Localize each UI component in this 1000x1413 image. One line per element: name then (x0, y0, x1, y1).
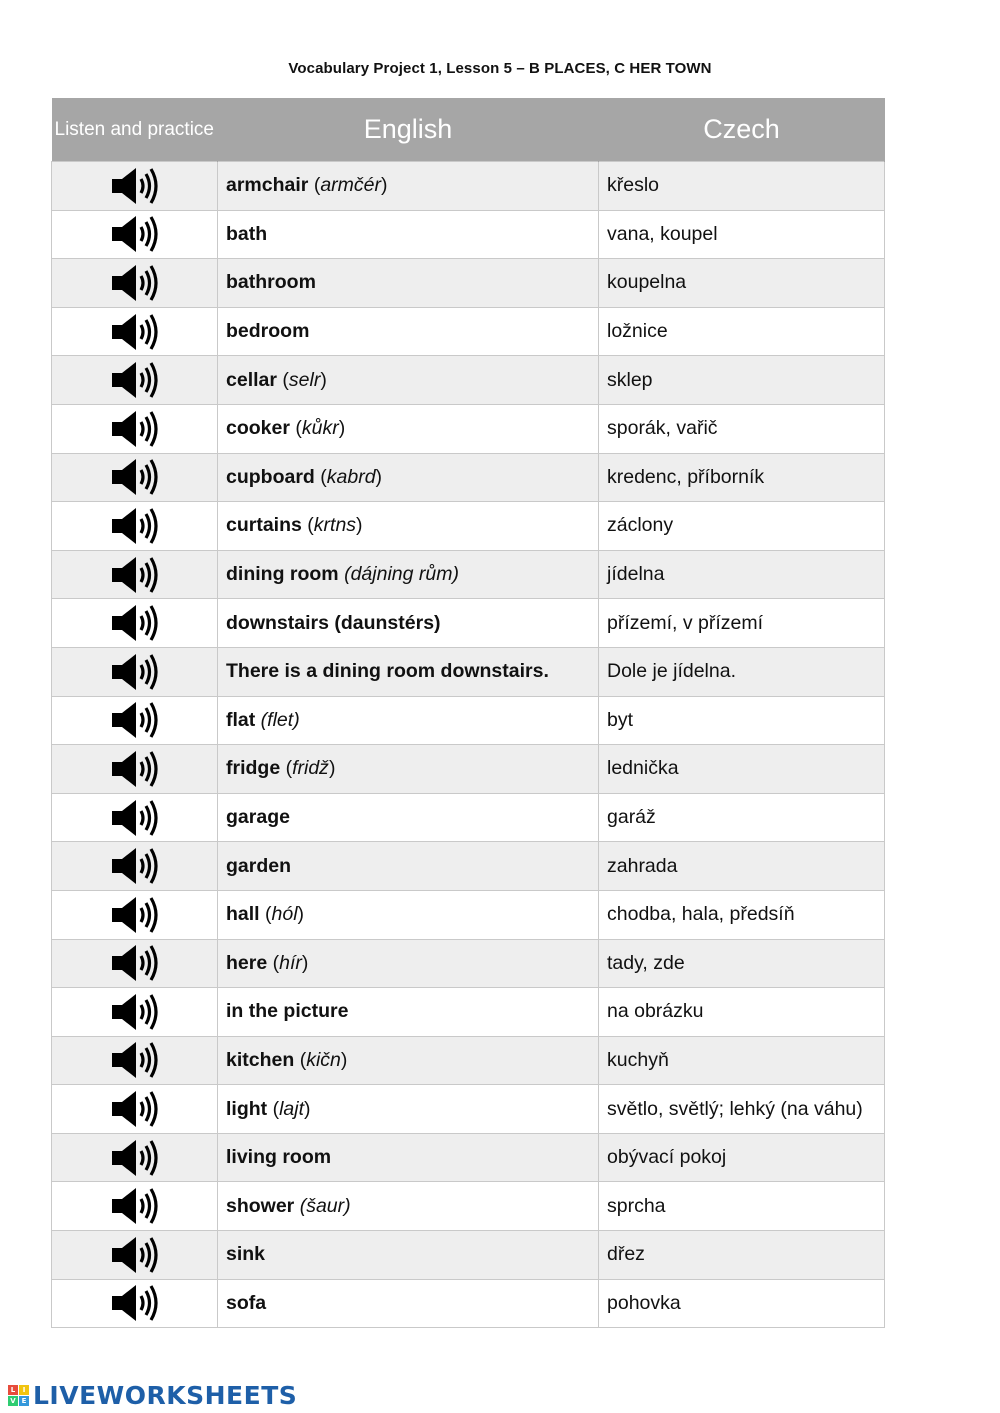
audio-cell (52, 1231, 218, 1280)
czech-cell: záclony (599, 502, 885, 551)
czech-cell: koupelna (599, 259, 885, 308)
speaker-icon[interactable] (110, 1137, 160, 1179)
pronunciation: (hól) (265, 903, 305, 926)
english-word: cellar (226, 368, 277, 391)
czech-cell: přízemí, v přízemí (599, 599, 885, 648)
english-word: armchair (226, 174, 309, 197)
czech-cell: garáž (599, 793, 885, 842)
english-word: There is a dining room downstairs. (226, 660, 549, 683)
english-cell (218, 988, 599, 1037)
english-word: light (226, 1097, 268, 1120)
audio-cell (52, 745, 218, 794)
english-word: fridge (226, 757, 281, 780)
speaker-icon[interactable] (110, 942, 160, 984)
audio-cell (52, 259, 218, 308)
audio-cell (52, 842, 218, 891)
czech-cell: jídelna (599, 550, 885, 599)
english-word: downstairs (daunstérs) (226, 611, 441, 634)
audio-cell (52, 502, 218, 551)
english-word: in the picture (226, 1000, 349, 1023)
english-cell (218, 162, 599, 211)
english-word: bath (226, 222, 268, 245)
speaker-icon[interactable] (110, 1088, 160, 1130)
english-cell (218, 453, 599, 502)
english-word: dining room (226, 563, 339, 586)
pronunciation-text: selr (288, 368, 321, 391)
english-cell (218, 793, 599, 842)
table-row (52, 162, 885, 211)
table-row (52, 939, 885, 988)
speaker-icon[interactable] (110, 1185, 160, 1227)
audio-cell (52, 550, 218, 599)
audio-cell (52, 599, 218, 648)
audio-cell (52, 696, 218, 745)
czech-cell: křeslo (599, 162, 885, 211)
czech-cell: dřez (599, 1231, 885, 1280)
table-row (52, 599, 885, 648)
speaker-icon[interactable] (110, 894, 160, 936)
english-cell (218, 1085, 599, 1134)
english-cell (218, 939, 599, 988)
speaker-icon[interactable] (110, 651, 160, 693)
table-row (52, 745, 885, 794)
english-word: flat (226, 708, 256, 731)
pronunciation: (lajt) (272, 1097, 311, 1120)
audio-cell (52, 988, 218, 1037)
pronunciation: (kůkr) (295, 417, 346, 440)
english-cell (218, 1182, 599, 1231)
speaker-icon[interactable] (110, 602, 160, 644)
english-cell (218, 356, 599, 405)
english-cell (218, 550, 599, 599)
table-row (52, 453, 885, 502)
english-word: shower (226, 1194, 295, 1217)
czech-cell: sporák, vařič (599, 404, 885, 453)
speaker-icon[interactable] (110, 991, 160, 1033)
audio-cell (52, 307, 218, 356)
czech-cell: sklep (599, 356, 885, 405)
table-row (52, 356, 885, 405)
english-word: bedroom (226, 320, 310, 343)
english-word: cupboard (226, 465, 315, 488)
table-row (52, 259, 885, 308)
pronunciation: (dájning rům) (344, 563, 459, 586)
audio-cell (52, 1182, 218, 1231)
speaker-icon[interactable] (110, 456, 160, 498)
table-row (52, 210, 885, 259)
vocabulary-table (51, 98, 885, 1328)
logo-tile: V (8, 1396, 18, 1406)
pronunciation: (hír) (272, 951, 309, 974)
pronunciation-text: hól (271, 903, 298, 926)
table-row (52, 793, 885, 842)
czech-cell: světlo, světlý; lehký (na váhu) (599, 1085, 885, 1134)
english-cell (218, 1279, 599, 1328)
audio-cell (52, 162, 218, 211)
audio-cell (52, 210, 218, 259)
english-cell (218, 599, 599, 648)
english-cell (218, 1133, 599, 1182)
speaker-icon[interactable] (110, 262, 160, 304)
table-row (52, 550, 885, 599)
czech-cell: vana, koupel (599, 210, 885, 259)
document-title: Vocabulary Project 1, Lesson 5 – B PLACES, C HER TOWN (288, 60, 712, 77)
speaker-icon[interactable] (110, 1039, 160, 1081)
english-cell (218, 307, 599, 356)
table-row (52, 404, 885, 453)
audio-cell (52, 1036, 218, 1085)
english-word: hall (226, 903, 260, 926)
table-row (52, 1279, 885, 1328)
audio-cell (52, 1279, 218, 1328)
english-word: cooker (226, 417, 290, 440)
pronunciation-text: kůkr (301, 417, 339, 440)
english-word: curtains (226, 514, 302, 537)
english-cell (218, 210, 599, 259)
czech-cell: ložnice (599, 307, 885, 356)
speaker-icon[interactable] (110, 554, 160, 596)
table-row (52, 502, 885, 551)
speaker-icon[interactable] (110, 359, 160, 401)
english-word: bathroom (226, 271, 316, 294)
pronunciation: (armčér) (313, 174, 388, 197)
logo-tile: L (8, 1385, 18, 1395)
pronunciation-text: kabrd (326, 465, 376, 488)
speaker-icon[interactable] (110, 797, 160, 839)
audio-cell (52, 939, 218, 988)
audio-cell (52, 793, 218, 842)
english-word: here (226, 951, 268, 974)
audio-cell (52, 647, 218, 696)
english-word: garden (226, 854, 292, 877)
speaker-icon[interactable] (110, 845, 160, 887)
pronunciation: (kičn) (299, 1048, 348, 1071)
pronunciation-text: hír (279, 951, 302, 974)
header-czech: Czech (599, 98, 885, 162)
table-row (52, 1133, 885, 1182)
table-header-row (52, 98, 885, 162)
english-cell (218, 745, 599, 794)
audio-cell (52, 404, 218, 453)
czech-cell: obývací pokoj (599, 1133, 885, 1182)
pronunciation-text: krtns (313, 514, 357, 537)
english-word: kitchen (226, 1048, 295, 1071)
czech-cell: sprcha (599, 1182, 885, 1231)
czech-cell: lednička (599, 745, 885, 794)
audio-cell (52, 890, 218, 939)
pronunciation-text: lajt (279, 1097, 305, 1120)
pronunciation: (fridž) (285, 757, 336, 780)
table-row (52, 890, 885, 939)
czech-cell: kuchyň (599, 1036, 885, 1085)
english-cell (218, 842, 599, 891)
czech-cell: Dole je jídelna. (599, 647, 885, 696)
logo-text: LIVEWORKSHEETS (33, 1380, 298, 1410)
czech-cell: na obrázku (599, 988, 885, 1037)
table-row (52, 647, 885, 696)
pronunciation-text: flet (267, 708, 294, 731)
audio-cell (52, 1133, 218, 1182)
table-row (52, 842, 885, 891)
speaker-icon[interactable] (110, 699, 160, 741)
czech-cell: chodba, hala, předsíň (599, 890, 885, 939)
logo-tile: E (19, 1396, 29, 1406)
czech-cell: pohovka (599, 1279, 885, 1328)
table-row (52, 988, 885, 1037)
pronunciation: (šaur) (299, 1194, 351, 1217)
speaker-icon[interactable] (110, 213, 160, 255)
english-word: sink (226, 1243, 266, 1266)
speaker-icon[interactable] (110, 1234, 160, 1276)
pronunciation: (selr) (282, 368, 327, 391)
pronunciation-text: šaur (306, 1194, 345, 1217)
pronunciation-text: fridž (292, 757, 329, 780)
pronunciation: (flet) (260, 708, 300, 731)
speaker-icon[interactable] (110, 311, 160, 353)
english-word: living room (226, 1146, 332, 1169)
table-row (52, 1231, 885, 1280)
czech-cell: tady, zde (599, 939, 885, 988)
speaker-icon[interactable] (110, 408, 160, 450)
pronunciation-text: kičn (306, 1048, 341, 1071)
logo-grid-icon (8, 1385, 29, 1406)
speaker-icon[interactable] (110, 748, 160, 790)
czech-cell: zahrada (599, 842, 885, 891)
english-cell (218, 502, 599, 551)
english-cell (218, 696, 599, 745)
logo-tile: I (19, 1385, 29, 1395)
speaker-icon[interactable] (110, 1282, 160, 1324)
english-cell (218, 1231, 599, 1280)
english-cell (218, 647, 599, 696)
english-cell (218, 404, 599, 453)
english-word: garage (226, 806, 290, 829)
table-row (52, 696, 885, 745)
table-row (52, 307, 885, 356)
table-row (52, 1036, 885, 1085)
liveworksheets-logo (8, 1380, 297, 1410)
audio-cell (52, 453, 218, 502)
pronunciation: (kabrd) (320, 465, 383, 488)
czech-cell: kredenc, příborník (599, 453, 885, 502)
pronunciation-text: armčér (320, 174, 381, 197)
english-cell (218, 890, 599, 939)
pronunciation: (krtns) (307, 514, 363, 537)
english-cell (218, 1036, 599, 1085)
czech-cell: byt (599, 696, 885, 745)
speaker-icon[interactable] (110, 505, 160, 547)
header-english: English (218, 98, 599, 162)
vocabulary-rows (52, 162, 885, 1328)
english-word: sofa (226, 1291, 267, 1314)
header-listen: Listen and practice (52, 98, 218, 162)
pronunciation-text: dájning rům (350, 563, 453, 586)
table-row (52, 1182, 885, 1231)
english-cell (218, 259, 599, 308)
audio-cell (52, 1085, 218, 1134)
speaker-icon[interactable] (110, 165, 160, 207)
audio-cell (52, 356, 218, 405)
table-row (52, 1085, 885, 1134)
